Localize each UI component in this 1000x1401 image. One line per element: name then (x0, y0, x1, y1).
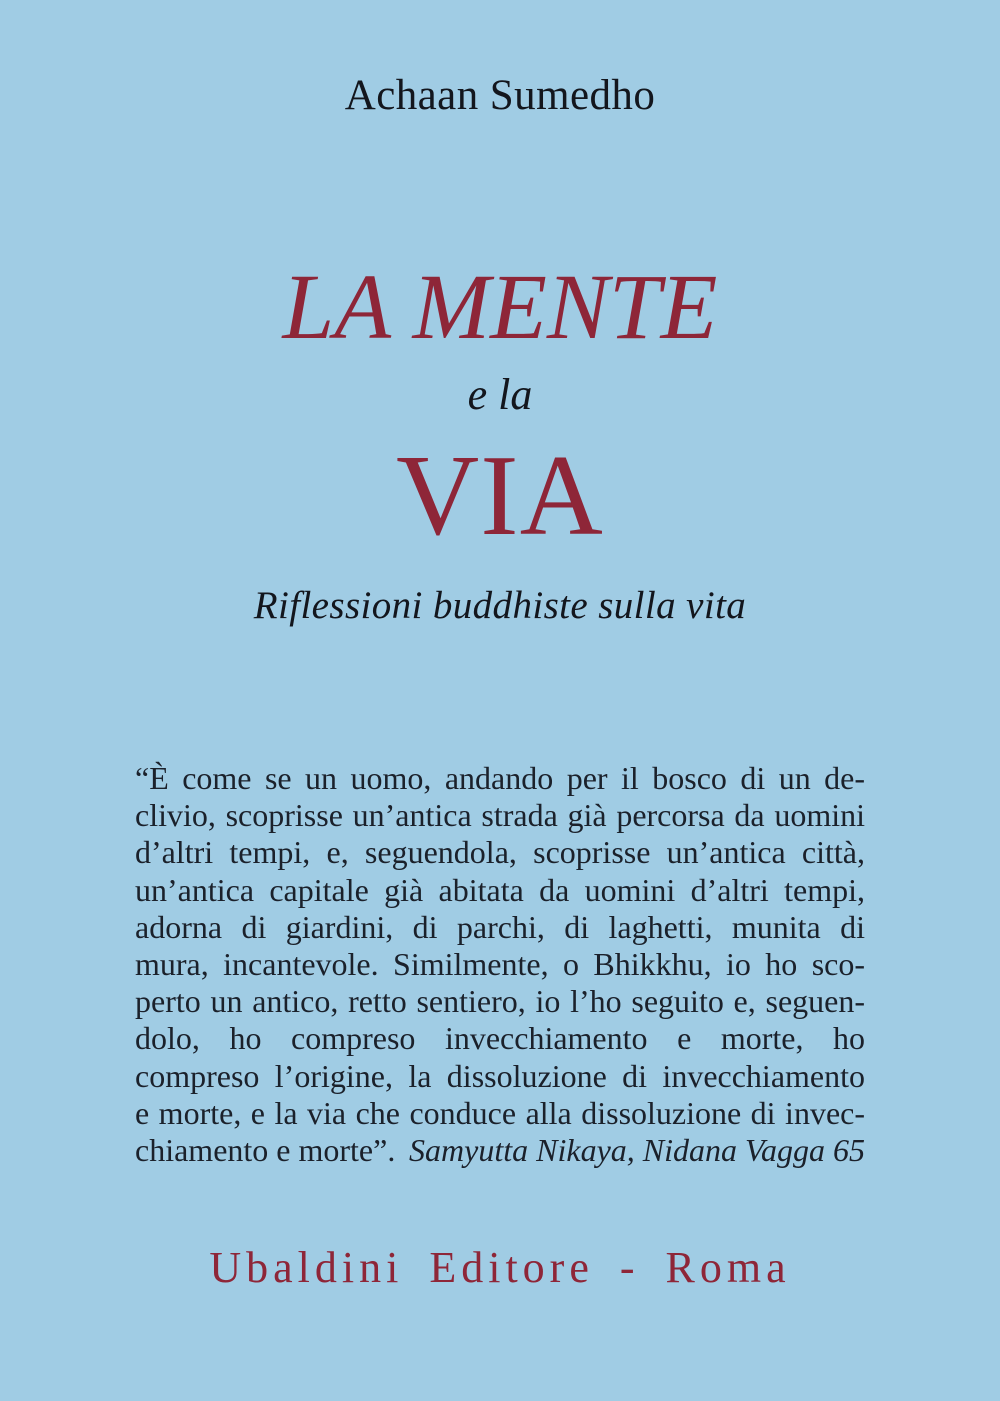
author-name: Achaan Sumedho (344, 72, 656, 119)
quote-last-line (135, 1132, 865, 1169)
title-connector-e-la: e la (467, 370, 533, 419)
quote-line: “È come se un uomo, andando per il bosco di un de- (135, 760, 865, 796)
quote-line: perto un antico, retto sentiero, io l’ho seguito e, seguen- (135, 983, 865, 1020)
quote-line: compreso l’origine, la dissoluzione di invecchiamento (135, 1057, 865, 1094)
quote-line: e morte, e la via che conduce alla dissoluzione di invec- (135, 1094, 865, 1131)
title-line-via: VIA (396, 432, 604, 559)
quote-line: adorna di giardini, di parchi, di laghetti, munita di (135, 908, 865, 945)
quote-block (135, 760, 865, 1169)
title-line-la-mente: LA MENTE (282, 256, 718, 359)
quote-line: dolo, ho compreso invecchiamento e morte, ho (135, 1020, 865, 1057)
quote-closing-text: chiamento e morte”. (135, 1132, 396, 1169)
quote-line: un’antica capitale già abitata da uomini d’altri tempi, (135, 871, 865, 908)
quote-attribution: Samyutta Nikaya, Nidana Vagga 65 (409, 1132, 865, 1169)
quote-line: mura, incantevole. Similmente, o Bhikkhu, io ho sco- (135, 946, 865, 983)
quote-line: d’altri tempi, e, seguendola, scoprisse un’antica città, (135, 834, 865, 871)
publisher-imprint: Ubaldini Editore - Roma (209, 1243, 791, 1292)
subtitle: Riflessioni buddhiste sulla vita (253, 584, 747, 627)
quote-line: clivio, scoprisse un’antica strada già percorsa da uomini (135, 797, 865, 834)
